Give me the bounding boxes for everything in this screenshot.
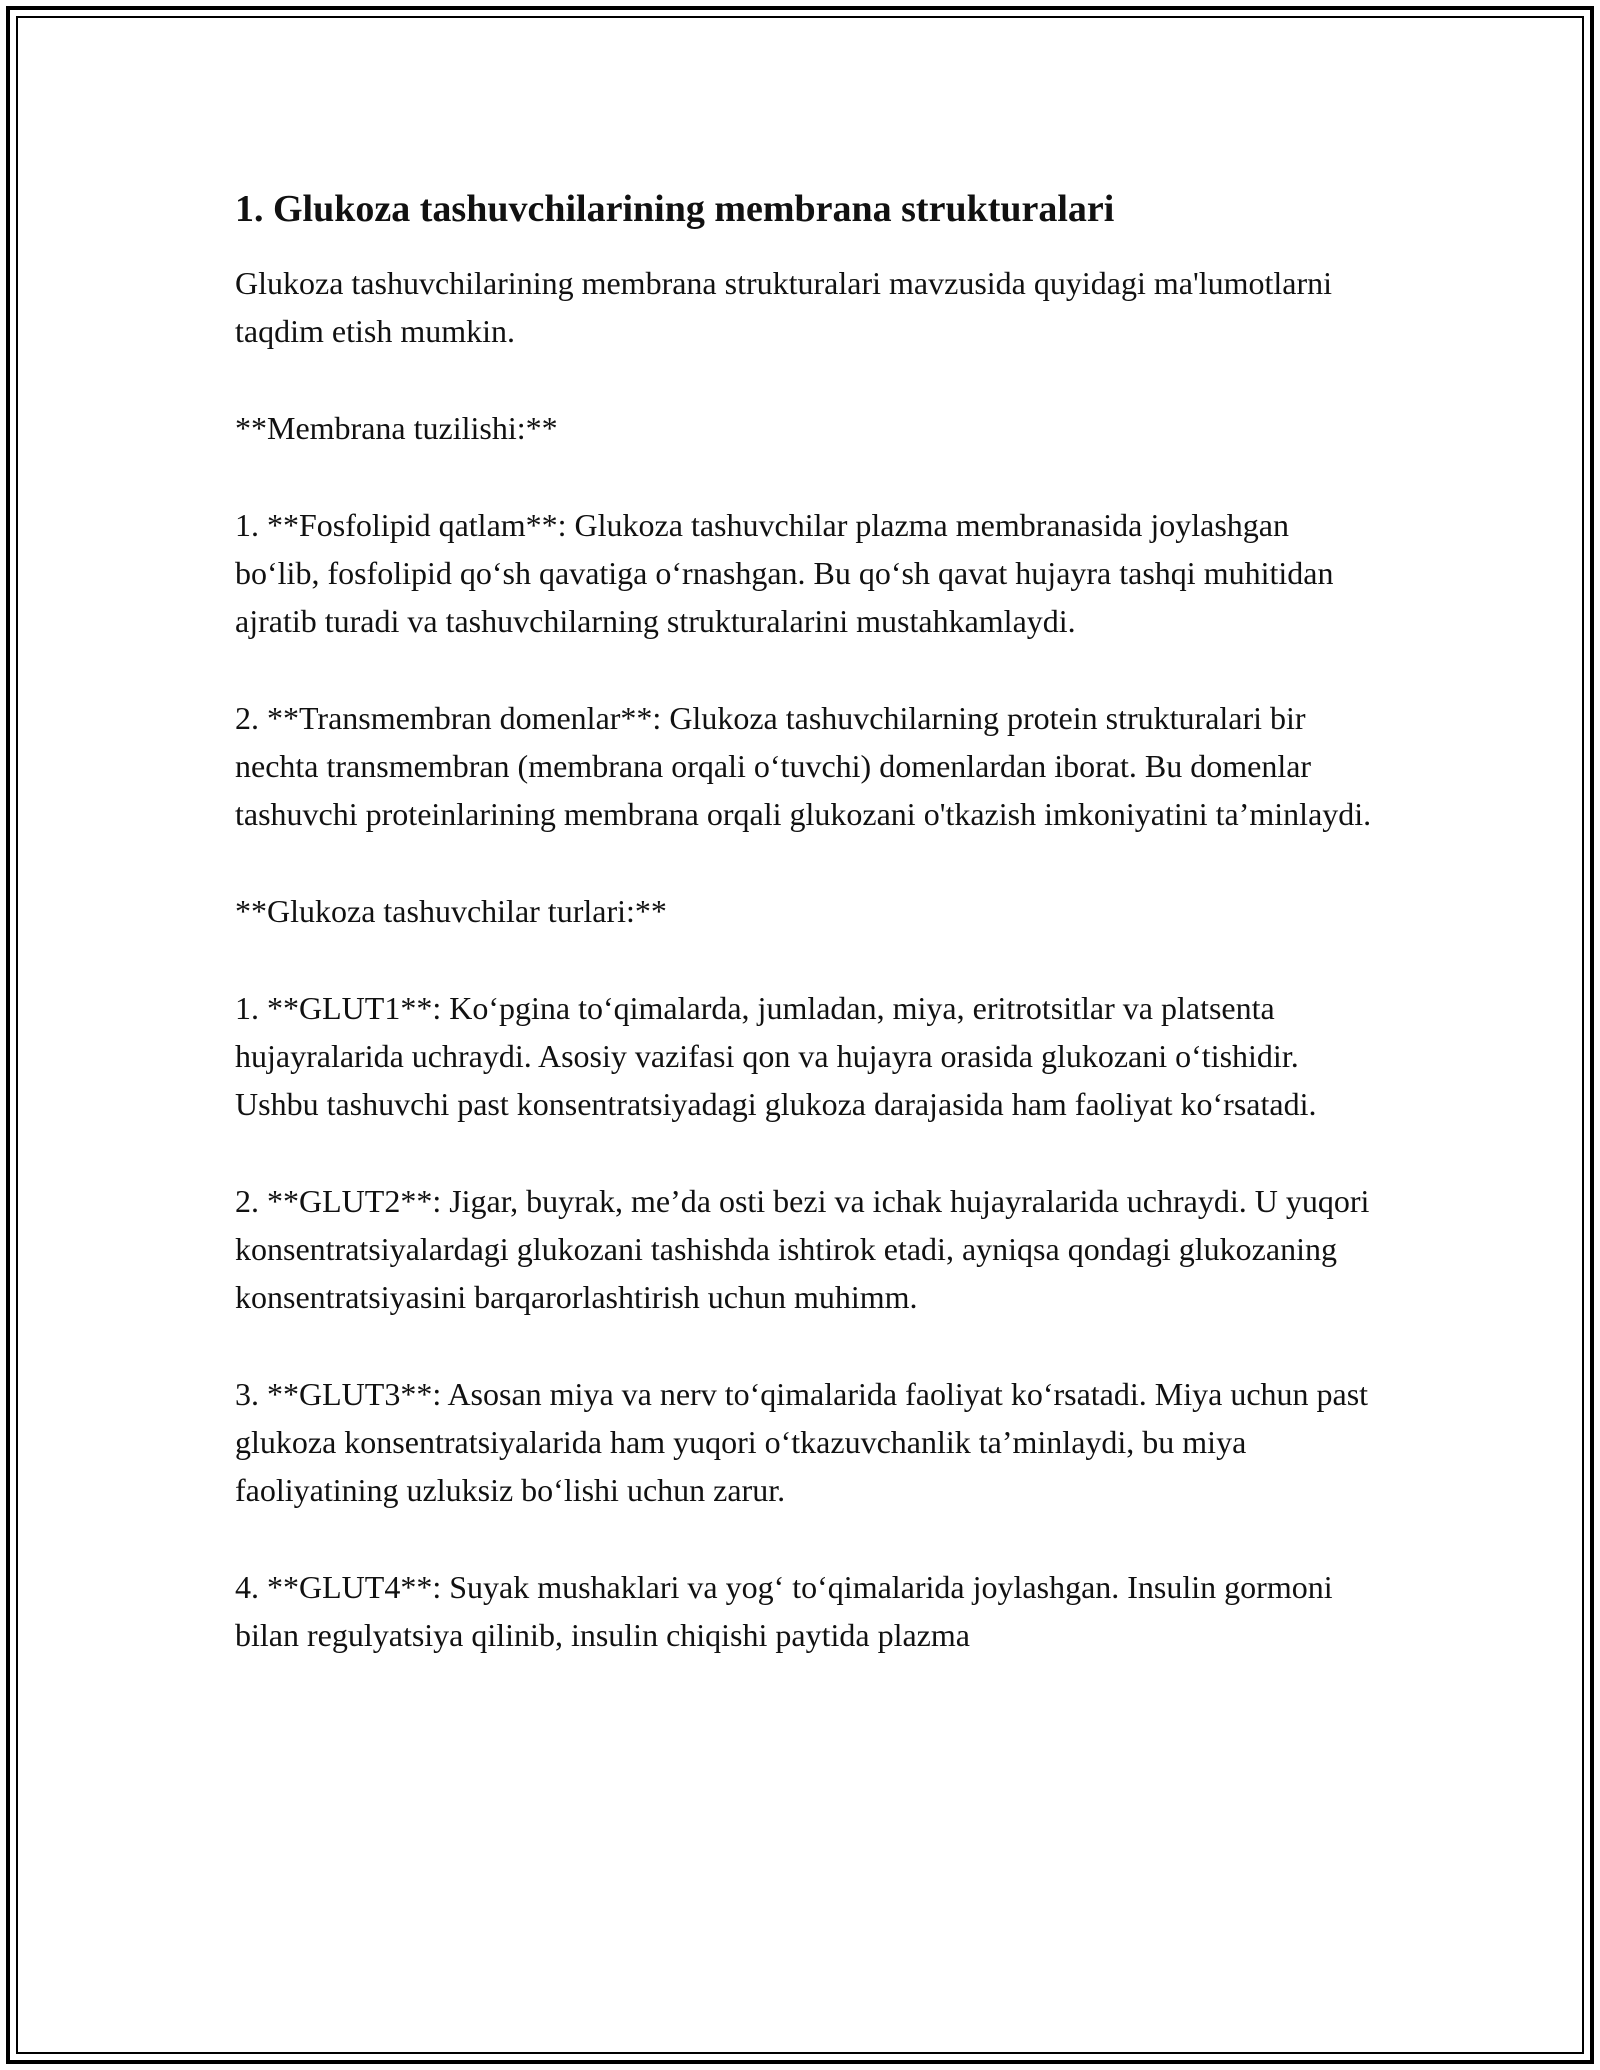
section-heading: 1. Glukoza tashuvchilarining membrana strukturalari (235, 188, 1115, 230)
glut3-paragraph: 3. **GLUT3**: Asosan miya va nerv to‘qimalarida faoliyat ko‘rsatadi. Miya uchun past glukoza konsentratsiyalarida ham yuqori o‘tkazuvchanlik ta’minlaydi, bu miya faoliyatining uzluksiz bo‘lishi uchun zarur. (235, 1376, 1369, 1508)
glut1-paragraph: 1. **GLUT1**: Ko‘pgina to‘qimalarda, jumladan, miya, eritrotsitlar va platsenta hujayralarida uchraydi. Asosiy vazifasi qon va hujayra orasida glukozani o‘tishidir. Ushbu tashuvchi past konsentratsiyadagi glukoza darajasida ham faoliyat ko‘rsatadi. (235, 990, 1317, 1122)
glut2-paragraph: 2. **GLUT2**: Jigar, buyrak, me’da osti bezi va ichak hujayralarida uchraydi. U yuqori konsentratsiyalardagi glukozani tashishda ishtirok etadi, ayniqsa qondagi glukozaning konsentratsiyasini barqarorlashtirish uchun muhimm. (235, 1183, 1370, 1315)
phospholipid-layer-paragraph: 1. **Fosfolipid qatlam**: Glukoza tashuvchilar plazma membranasida joylashgan bo‘lib, fosfolipid qo‘sh qavatiga o‘rnashgan. Bu qo‘sh qavat hujayra tashqi muhitidan ajratib turadi va tashuvchilarning strukturalarini mustahkamlaydi. (235, 507, 1334, 639)
document-body (235, 185, 1375, 1708)
intro-paragraph: Glukoza tashuvchilarining membrana strukturalari mavzusida quyidagi ma'lumotlarni taqdim etish mumkin. (235, 265, 1333, 349)
membrane-structure-label: **Membrana tuzilishi:** (235, 410, 558, 446)
transmembrane-domains-paragraph: 2. **Transmembran domenlar**: Glukoza tashuvchilarning protein strukturalari bir nechta transmembran (membrana orqali o‘tuvchi) domenlardan iborat. Bu domenlar tashuvchi proteinlarining membrana orqali glukozani o'tkazish imkoniyatini ta’minlaydi. (235, 700, 1372, 832)
transporter-types-label: **Glukoza tashuvchilar turlari:** (235, 893, 667, 929)
glut4-paragraph: 4. **GLUT4**: Suyak mushaklari va yog‘ to‘qimalarida joylashgan. Insulin gormoni bilan regulyatsiya qilinib, insulin chiqishi paytida plazma (235, 1569, 1333, 1653)
